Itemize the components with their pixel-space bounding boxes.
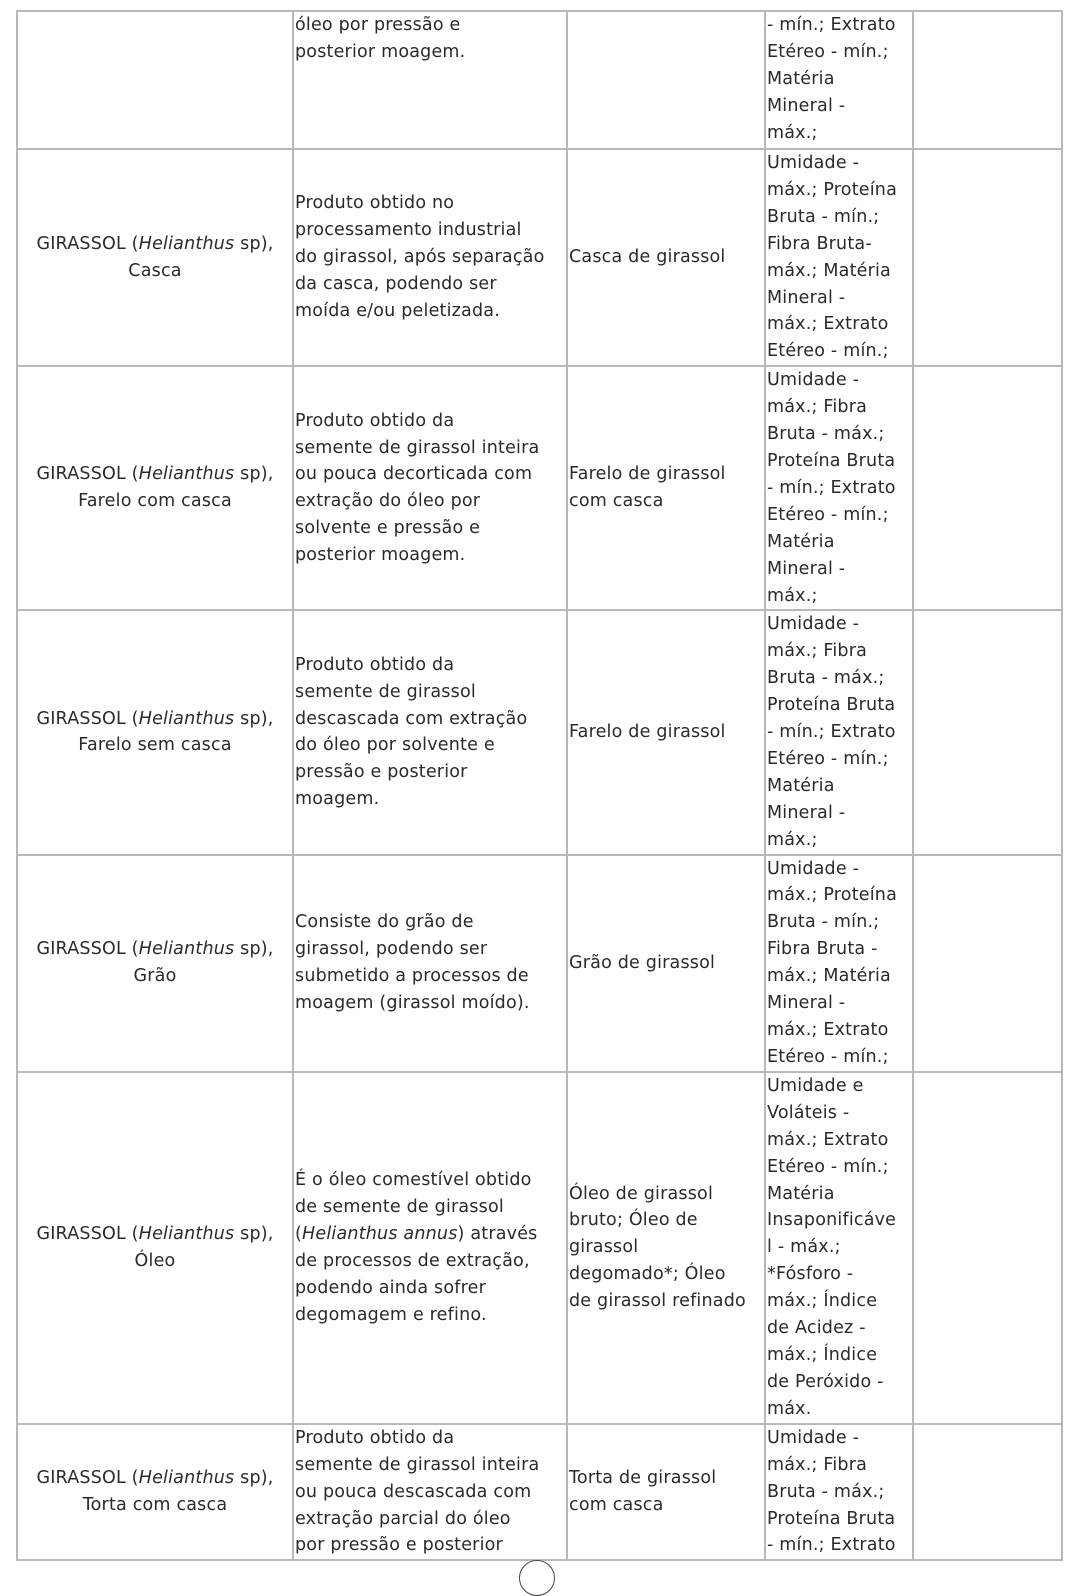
notes-cell [913,1424,1062,1561]
ingredient-genus-prefix: GIRASSOL ( [36,1468,139,1489]
product-name-text: Farelo de girassol [569,722,726,743]
ingredient-name-cell [17,855,293,1072]
guarantees-cell [765,149,913,366]
ingredient-genus-suffix: sp), [234,708,274,729]
ingredient-genus-suffix: sp), [234,464,274,485]
description-cell [293,11,567,149]
description-text: Produto obtido da semente de girassol inteira ou pouca decorticada com extração do óleo por solvente e pressão e posterior moagem. [295,410,540,566]
ingredient-name-cell [17,11,293,149]
notes-cell [913,11,1062,149]
ingredient-part: Farelo com casca [78,491,232,512]
ingredient-name-cell [17,149,293,366]
description-cell [293,855,567,1072]
description-text-start: É o óleo comestível obtido de semente de girassol ( [295,1170,532,1244]
table-row [17,855,1062,1072]
product-name-cell [567,366,765,610]
description-cell [293,1072,567,1424]
guarantees-text: Umidade - máx.; Fibra Bruta - máx.; Proteína Bruta - mín.; Extrato Etéreo - mín.; Matéria Mineral - máx.; [767,614,896,850]
ingredient-name-cell [17,366,293,610]
ingredient-latin-name: Helianthus [138,464,235,485]
ingredient-genus-suffix: sp), [234,1468,274,1489]
ingredient-genus-suffix: sp), [234,233,274,254]
product-name-text: Óleo de girassol bruto; Óleo de girassol degomado*; Óleo de girassol refinado [569,1183,746,1312]
ingredient-genus-suffix: sp), [234,939,274,960]
guarantees-cell [765,610,913,854]
page-number-circle [519,1560,555,1596]
description-text: Produto obtido da semente de girassol descascada com extração do óleo por solvente e pressão e posterior moagem. [295,654,528,810]
ingredient-latin-name: Helianthus [138,233,235,254]
description-text [295,1167,564,1328]
product-name-text: Casca de girassol [569,247,726,268]
product-name-text: Farelo de girassol com casca [569,464,726,512]
ingredient-name-cell [17,610,293,854]
ingredient-latin-name: Helianthus [138,1468,235,1489]
ingredient-genus-prefix: GIRASSOL ( [36,708,139,729]
product-name-cell [567,149,765,366]
guarantees-cell [765,855,913,1072]
description-text: Produto obtido no processamento industrial do girassol, após separação da casca, podendo ser moída e/ou peletizada. [295,193,545,321]
notes-cell [913,1072,1062,1424]
guarantees-text: Umidade e Voláteis - máx.; Extrato Etéreo - mín.; Matéria Insaponificáve l - máx.; *Fósforo - máx.; Índice de Acidez - máx.; Índice de Peróxido - máx. [767,1075,897,1419]
notes-cell [913,366,1062,610]
table-row [17,11,1062,149]
product-name-text: Torta de girassol com casca [569,1468,717,1516]
guarantees-cell [765,366,913,610]
table-row [17,366,1062,610]
ingredient-name-cell [17,1424,293,1561]
description-cell [293,149,567,366]
ingredient-part: Farelo sem casca [78,735,232,756]
ingredient-genus-prefix: GIRASSOL ( [36,939,139,960]
guarantees-cell [765,1072,913,1424]
ingredient-genus-prefix: GIRASSOL ( [36,233,139,254]
guarantees-text: Umidade - máx.; Proteína Bruta - mín.; Fibra Bruta- máx.; Matéria Mineral - máx.; Extrato Etéreo - mín.; [767,153,898,362]
description-cell [293,366,567,610]
guarantees-text: Umidade - máx.; Fibra Bruta - máx.; Proteína Bruta - mín.; Extrato [767,1427,896,1556]
product-name-cell [567,855,765,1072]
description-text: Produto obtido da semente de girassol inteira ou pouca descascada com extração parcial do óleo por pressão e posterior [295,1427,540,1556]
product-name-cell [567,1424,765,1561]
table-row [17,610,1062,854]
notes-cell [913,855,1062,1072]
description-cell [293,610,567,854]
guarantees-text: Umidade - máx.; Proteína Bruta - mín.; Fibra Bruta - máx.; Matéria Mineral - máx.; Extrato Etéreo - mín.; [767,858,898,1067]
table-row [17,1424,1062,1561]
ingredient-latin-name: Helianthus [138,939,235,960]
guarantees-text: - mín.; Extrato Etéreo - mín.; Matéria Mineral - máx.; [767,15,896,143]
ingredient-part: Casca [128,260,182,281]
notes-cell [913,149,1062,366]
guarantees-cell [765,11,913,149]
ingredient-part: Torta com casca [82,1495,228,1516]
ingredient-part: Grão [133,966,177,987]
ingredient-genus-suffix: sp), [234,1223,274,1244]
ingredient-genus-prefix: GIRASSOL ( [36,464,139,485]
guarantees-text: Umidade - máx.; Fibra Bruta - máx.; Proteína Bruta - mín.; Extrato Etéreo - mín.; Matéria Mineral - máx.; [767,370,896,606]
description-text: Consiste do grão de girassol, podendo ser submetido a processos de moagem (girassol moído). [295,912,530,1014]
description-cell [293,1424,567,1561]
description-text-end: ) através de processos de extração, podendo ainda sofrer degomagem e refino. [295,1223,538,1325]
description-text: óleo por pressão e posterior moagem. [295,15,466,62]
notes-cell [913,610,1062,854]
table-row [17,1072,1062,1424]
product-name-cell [567,610,765,854]
description-latin-name: Helianthus annus [302,1223,458,1244]
ingredient-latin-name: Helianthus [138,708,235,729]
ingredient-latin-name: Helianthus [138,1223,235,1244]
ingredient-name-cell [17,1072,293,1424]
ingredient-part: Óleo [134,1250,176,1271]
product-name-cell [567,1072,765,1424]
feed-ingredients-table [16,10,1063,1561]
product-name-cell [567,11,765,149]
guarantees-cell [765,1424,913,1561]
ingredient-genus-prefix: GIRASSOL ( [36,1223,139,1244]
product-name-text: Grão de girassol [569,952,716,973]
table-row [17,149,1062,366]
